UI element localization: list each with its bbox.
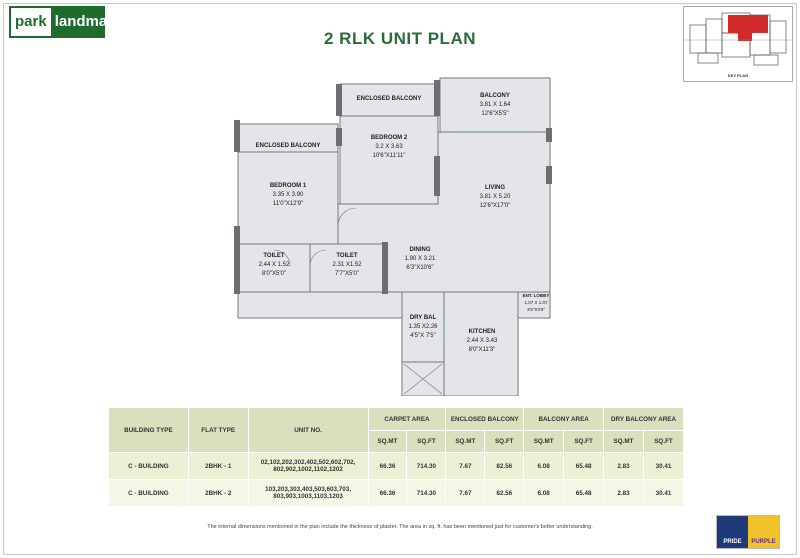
- cell-flat-type: 2BHK - 1: [188, 453, 248, 480]
- room-label-entrance-lobby: ENT. LOBBY 1.07 X 1.07 3'6"X3'6": [522, 293, 550, 312]
- cell-enclosed-sqft: 82.56: [485, 480, 524, 507]
- cell-building: C - BUILDING: [109, 480, 189, 507]
- pride-purple-logo: [716, 515, 780, 549]
- sub-header-sqft: SQ.FT: [407, 431, 446, 453]
- room-label-enclosed-balcony-1: ENCLOSED BALCONY: [255, 143, 321, 149]
- sub-header-sqft: SQ.FT: [485, 431, 524, 453]
- cell-carpet-sqmt: 66.36: [368, 453, 407, 480]
- sub-header-sqft: SQ.FT: [564, 431, 604, 453]
- cell-balcony-sqft: 65.48: [564, 480, 604, 507]
- cell-balcony-sqmt: 6.08: [524, 453, 564, 480]
- area-table: [108, 407, 684, 507]
- room-label-toilet-1: TOILET 2.44 X 1.52 8'0"X5'0": [258, 253, 290, 277]
- cell-enclosed-sqmt: 7.67: [446, 453, 485, 480]
- key-plan-drawing: [684, 7, 792, 73]
- col-header-building-type: BUILDING TYPE: [109, 408, 189, 453]
- cell-dry-sqft: 30.41: [643, 453, 683, 480]
- cell-flat-type: 2BHK - 2: [188, 480, 248, 507]
- cell-balcony-sqft: 65.48: [564, 453, 604, 480]
- cell-dry-sqmt: 2.83: [604, 453, 644, 480]
- cell-unit-no: 02,102,202,302,402,502,602,702, 802,902,1002,1102,1202: [248, 453, 368, 480]
- logo-text-pride: PRIDE: [717, 516, 748, 548]
- footnote: The internal dimensions mentioned in the plan include the thickness of plaster. The area in sq. ft. has been mentioned just for customer's better understanding.: [207, 524, 593, 530]
- room-label-balcony: BALCONY 3.81 X 1.64 12'6"X5'5": [479, 93, 511, 117]
- cell-carpet-sqft: 714.30: [407, 453, 446, 480]
- cell-balcony-sqmt: 6.08: [524, 480, 564, 507]
- cell-unit-no: 103,203,303,403,503,603,703, 803,903,1003,1103,1203: [248, 480, 368, 507]
- col-header-balcony-area: BALCONY AREA: [524, 408, 604, 431]
- cell-building: C - BUILDING: [109, 453, 189, 480]
- cell-enclosed-sqmt: 7.67: [446, 480, 485, 507]
- floor-plan: [230, 66, 560, 396]
- room-label-bedroom-2: BEDROOM 2 3.2 X 3.63 10'6"X11'11": [370, 135, 408, 159]
- col-header-flat-type: FLAT TYPE: [188, 408, 248, 453]
- cell-dry-sqmt: 2.83: [604, 480, 644, 507]
- room-label-dining: DINING 1.90 X 3.21 6'3"X10'6": [404, 247, 436, 271]
- col-header-carpet-area: CARPET AREA: [368, 408, 446, 431]
- col-header-unit-no: UNIT NO.: [248, 408, 368, 453]
- table-row: [109, 453, 684, 480]
- table-row: [109, 480, 684, 507]
- room-label-toilet-2: TOILET 2.31 X1.52 7'7"X5'0": [332, 253, 362, 277]
- room-label-enclosed-balcony-2: ENCLOSED BALCONY: [356, 96, 422, 102]
- cell-enclosed-sqft: 82.56: [485, 453, 524, 480]
- col-header-dry-balcony-area: DRY BALCONY AREA: [604, 408, 684, 431]
- sub-header-sqmt: SQ.MT: [368, 431, 407, 453]
- page-title: 2 RLK UNIT PLAN: [324, 29, 476, 48]
- logo-text-landmark: landmark: [54, 13, 122, 30]
- col-header-enclosed-balcony: ENCLOSED BALCONY: [446, 408, 524, 431]
- cell-carpet-sqmt: 66.36: [368, 480, 407, 507]
- logo-text-park: park: [11, 8, 51, 36]
- cell-dry-sqft: 30.41: [643, 480, 683, 507]
- logo-text-purple: PURPLE: [748, 516, 779, 548]
- room-label-kitchen: KITCHEN 2.44 X 3.43 8'0"X11'3": [466, 329, 498, 353]
- sub-header-sqft: SQ.FT: [643, 431, 683, 453]
- key-plan-caption: KEY PLAN: [727, 73, 749, 78]
- sub-header-sqmt: SQ.MT: [446, 431, 485, 453]
- room-label-bedroom-1: BEDROOM 1 3.35 X 3.90 11'0"X12'9": [269, 183, 307, 207]
- sub-header-sqmt: SQ.MT: [604, 431, 644, 453]
- sub-header-sqmt: SQ.MT: [524, 431, 564, 453]
- room-label-dry-balcony: DRY BAL 1.35 X2.26 4'5"X 7'5": [408, 315, 438, 339]
- key-plan: [683, 6, 793, 82]
- room-label-living: LIVING 3.81 X 5.20 12'6"X17'0": [479, 185, 511, 209]
- cell-carpet-sqft: 714.30: [407, 480, 446, 507]
